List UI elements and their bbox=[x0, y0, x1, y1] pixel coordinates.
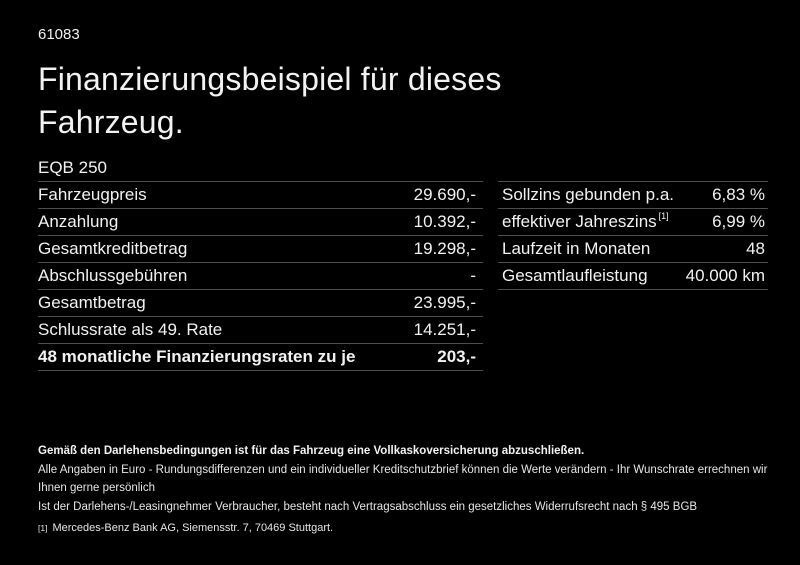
row-value: 29.690,- bbox=[413, 185, 476, 204]
row-value: 48 bbox=[746, 239, 765, 258]
insurance-note: Gemäß den Darlehensbedingungen ist für das Fahrzeug eine Vollkaskoversicherung abzuschließen. bbox=[38, 445, 585, 457]
row-label: Laufzeit in Monaten bbox=[502, 239, 651, 258]
row-label-text: effektiver Jahreszins bbox=[502, 212, 657, 231]
row-label: Gesamtbetrag bbox=[38, 293, 146, 312]
row-value: 6,83 % bbox=[712, 185, 765, 204]
row-value: 14.251,- bbox=[413, 320, 476, 339]
row-label: Sollzins gebunden p.a. bbox=[502, 185, 675, 204]
table-row-laufzeit bbox=[498, 236, 768, 263]
note-line: Ist der Darlehens-/Leasingnehmer Verbraucher, besteht nach Vertragsabschluss ein gesetzliches Widerrufsrecht nach § 495 BGB bbox=[38, 500, 698, 513]
row-value: 6,99 % bbox=[712, 212, 765, 231]
conditions-table-top-rule bbox=[498, 154, 768, 182]
row-label: Gesamtkreditbetrag bbox=[38, 239, 188, 258]
row-value: 23.995,- bbox=[413, 293, 476, 312]
table-row-abschlussgebuehren bbox=[38, 263, 483, 290]
table-row-schlussrate bbox=[38, 317, 483, 344]
finance-table bbox=[38, 154, 483, 371]
legal-notes bbox=[38, 442, 768, 538]
row-value: 40.000 km bbox=[685, 266, 765, 285]
footnote-reference: [1] bbox=[658, 211, 669, 221]
note-line: Alle Angaben in Euro - Rundungsdifferenzen und ein individueller Kreditschutzbrief können die Werte verändern - Ihr Wunschrate errechnen wir Ihnen gerne persönlich bbox=[38, 463, 768, 494]
table-row-gesamtlaufleistung bbox=[498, 263, 768, 290]
table-row-gesamtkreditbetrag bbox=[38, 236, 483, 263]
row-label: Gesamtlaufleistung bbox=[502, 266, 648, 285]
listing-id: 61083 bbox=[38, 26, 80, 43]
row-label: 48 monatliche Finanzierungsraten zu je bbox=[38, 347, 356, 366]
row-label bbox=[502, 212, 669, 232]
table-row-monthly-rate-total bbox=[38, 344, 483, 371]
footnote-text: Mercedes-Benz Bank AG, Siemensstr. 7, 70469 Stuttgart. bbox=[52, 522, 334, 534]
row-value: 10.392,- bbox=[413, 212, 476, 231]
row-value: 19.298,- bbox=[413, 239, 476, 258]
table-row-sollzins bbox=[498, 182, 768, 209]
row-label: Abschlussgebühren bbox=[38, 266, 188, 285]
table-row-effektiver-jahreszins bbox=[498, 209, 768, 236]
row-label: Schlussrate als 49. Rate bbox=[38, 320, 223, 339]
row-label: Anzahlung bbox=[38, 212, 119, 231]
table-row-gesamtbetrag bbox=[38, 290, 483, 317]
table-row-anzahlung bbox=[38, 209, 483, 236]
table-row-fahrzeugpreis bbox=[38, 182, 483, 209]
conditions-table bbox=[498, 154, 768, 371]
row-value: 203,- bbox=[437, 347, 476, 366]
footnote-marker: [1] bbox=[38, 523, 48, 533]
financing-tables bbox=[38, 154, 768, 371]
bank-footnote bbox=[38, 519, 768, 538]
page-title: Finanzierungsbeispiel für dieses Fahrzeug. bbox=[38, 61, 502, 140]
vehicle-model: EQB 250 bbox=[38, 154, 483, 182]
row-label: Fahrzeugpreis bbox=[38, 185, 147, 204]
row-value: - bbox=[470, 266, 476, 285]
